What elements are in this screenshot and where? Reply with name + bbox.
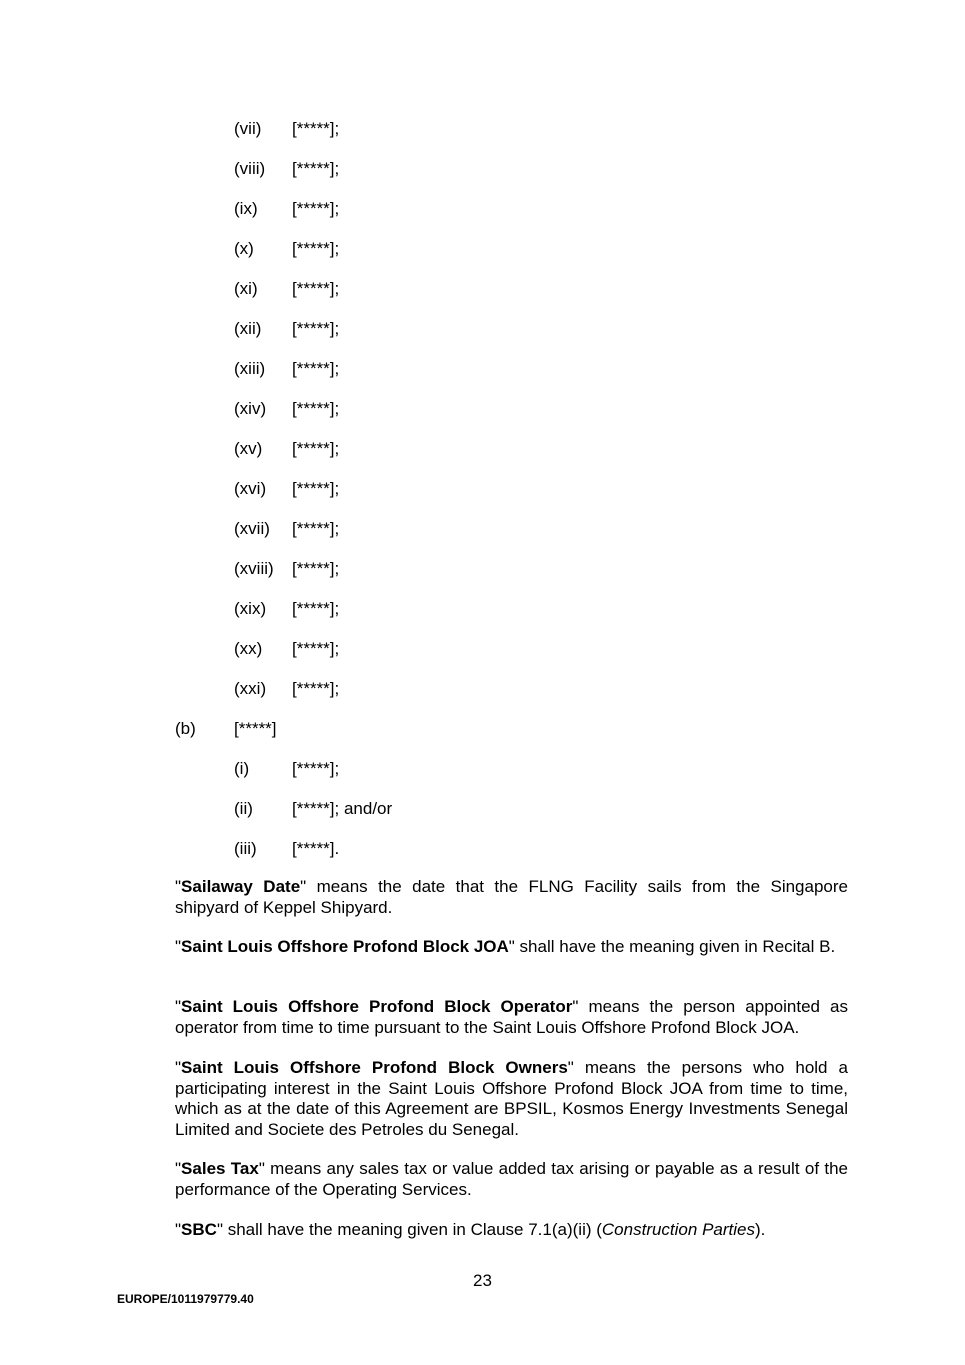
definition-sbc: "SBC" shall have the meaning given in Clause 7.1(a)(ii) (Construction Parties). (175, 1220, 766, 1239)
definition-saint-louis-operator: "Saint Louis Offshore Profond Block Operator" means the person appointed as operator from time to time pursuant to the Saint Louis Offshore Profond Block JOA. (175, 997, 848, 1037)
document-reference: EUROPE/1011979779.40 (117, 1292, 254, 1306)
document-page: (vii) [*****]; (viii) [*****]; (ix) [*****]; (x) [*****]; (xi) [*****]; (xii) [*****]; (xiii) [*****]; (xiv) [*****]; (xv) [*****]; (xvi) [*****]; (xvii) [*****]; (xviii) [*****]; (xix) [*****]; (xx) [*****]; (xxi) [*****]; (b) [*****] (i) [*****]; (ii) [*****]; and/or (iii) [*****]. "Sailaway Date" means the date that the FLNG Facility sails from the Singapore shipyard of Keppel Shipyard. "Saint Louis Offshore Profond Block JOA" shall have the meaning given in Recital B. "Saint Louis Offshore Profond Block Operator" means the person appointed as operator from time to time pursuant to the Saint Louis Offshore Profond Block JOA. "Saint Louis Offshore Profond Block Owners" means the persons who hold a participating interest in the Saint Louis Offshore Profond Block JOA from time to time, which as at the date of this Agreement are BPSIL, Kosmos Energy Investments Senegal Limited and Societe des Petroles du Senegal. "Sales Tax" means any sales tax or value added tax arising or payable as a result of the performance of the Operating Services. "SBC" shall have the meaning given in Clause 7.1(a)(ii) (Construction Parties). 23 EUROPE/1011979779.40 (0, 0, 965, 1365)
definition-saint-louis-owners: "Saint Louis Offshore Profond Block Owners" means the persons who hold a participating interest in the Saint Louis Offshore Profond Block JOA from time to time, which as at the date of this Agreement are BPSIL, Kosmos Energy Investments Senegal Limited and Societe des Petroles du Senegal. (175, 1058, 848, 1139)
definition-sailaway-date: "Sailaway Date" means the date that the FLNG Facility sails from the Singapore shipyard of Keppel Shipyard. (175, 877, 848, 917)
page-number: 23 (473, 1271, 492, 1290)
definition-sales-tax: "Sales Tax" means any sales tax or value added tax arising or payable as a result of the performance of the Operating Services. (175, 1159, 848, 1199)
definition-saint-louis-joa: "Saint Louis Offshore Profond Block JOA" shall have the meaning given in Recital B. (175, 937, 836, 956)
